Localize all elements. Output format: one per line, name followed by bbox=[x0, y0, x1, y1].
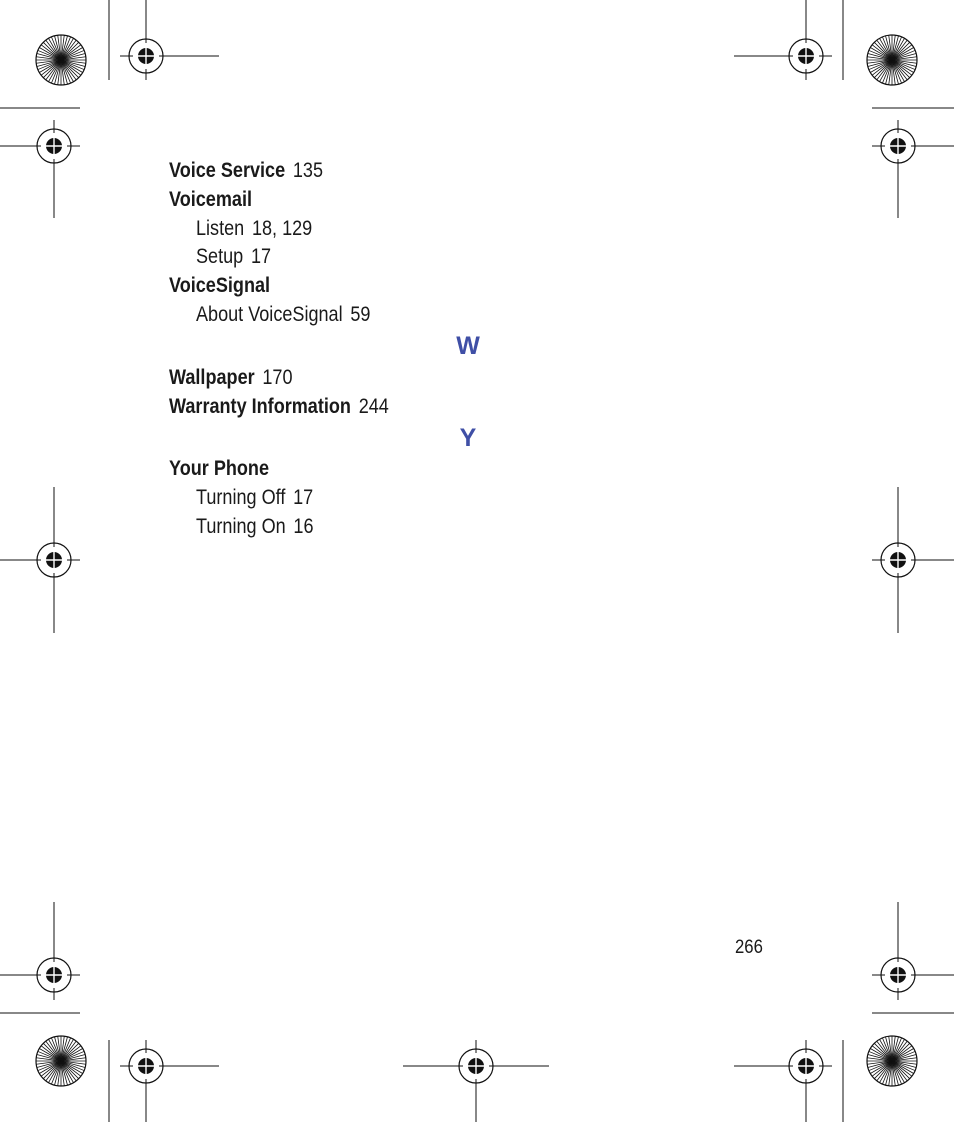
registration-starburst-icon bbox=[867, 35, 917, 85]
index-term: Wallpaper bbox=[169, 366, 255, 389]
index-entry bbox=[169, 395, 389, 419]
index-pages: 59 bbox=[350, 303, 371, 326]
index-entry bbox=[169, 457, 269, 481]
registration-starburst-icon bbox=[36, 1036, 86, 1086]
index-subentry bbox=[196, 217, 312, 241]
section-letter-y: Y bbox=[459, 424, 477, 452]
index-pages: 135 bbox=[292, 159, 324, 182]
section-letter-w: W bbox=[456, 332, 480, 360]
index-term: Voicemail bbox=[169, 188, 252, 211]
registration-starburst-icon bbox=[36, 35, 86, 85]
index-entry bbox=[169, 188, 252, 212]
index-entry bbox=[169, 274, 270, 298]
index-pages: 244 bbox=[358, 395, 389, 418]
index-entry bbox=[169, 366, 293, 390]
index-subentry bbox=[196, 303, 370, 327]
index-pages: 17 bbox=[250, 245, 272, 268]
registration-starburst-icon bbox=[867, 1036, 917, 1086]
index-term: Listen bbox=[196, 217, 245, 240]
index-pages: 17 bbox=[293, 486, 314, 509]
index-subentry bbox=[196, 515, 314, 539]
index-term: Turning Off bbox=[196, 486, 286, 509]
index-subentry bbox=[196, 486, 313, 510]
index-term: Setup bbox=[196, 245, 244, 268]
index-pages: 16 bbox=[293, 515, 314, 538]
index-term: VoiceSignal bbox=[169, 274, 271, 297]
index-term: Turning On bbox=[196, 515, 286, 538]
index-entry bbox=[169, 159, 323, 183]
index-subentry bbox=[196, 245, 271, 269]
index-term: Warranty Information bbox=[169, 395, 351, 418]
index-term: About VoiceSignal bbox=[196, 303, 343, 326]
page-number: 266 bbox=[735, 937, 763, 958]
index-pages: 18, 129 bbox=[251, 217, 313, 240]
index-pages: 170 bbox=[262, 366, 293, 389]
index-term: Your Phone bbox=[169, 457, 270, 480]
index-term: Voice Service bbox=[169, 159, 286, 182]
